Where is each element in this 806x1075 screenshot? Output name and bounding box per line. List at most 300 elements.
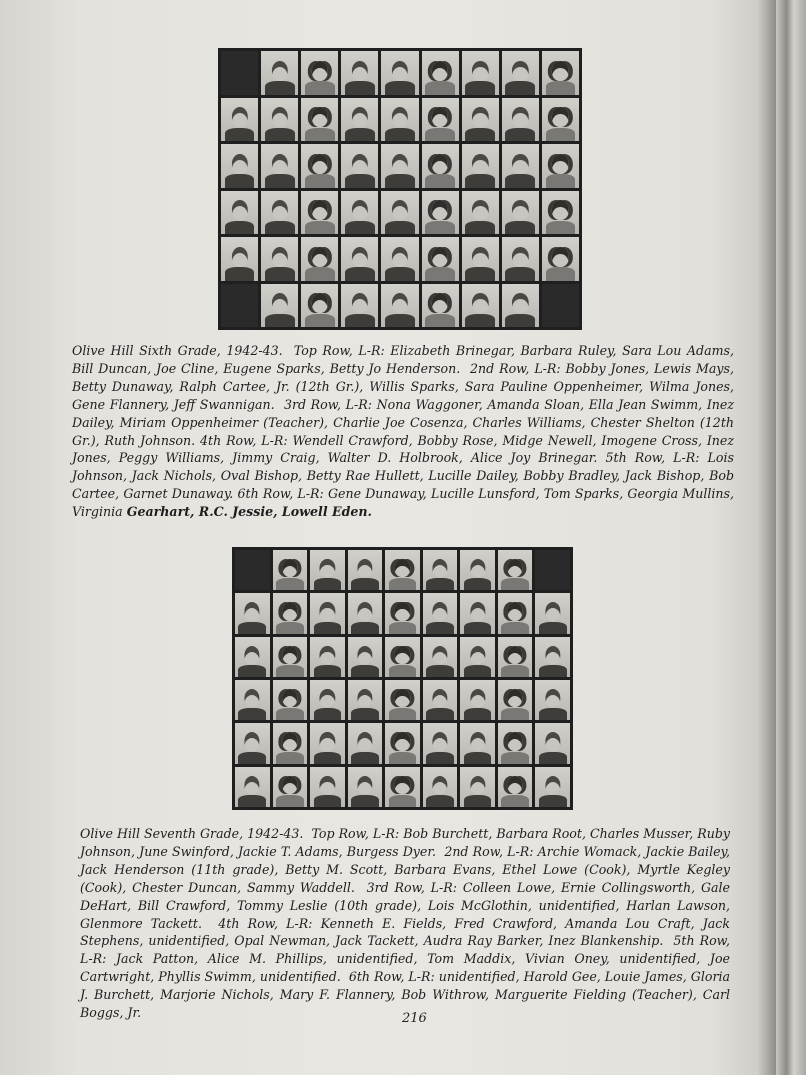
student-portrait	[341, 284, 378, 328]
portrait-torso	[465, 174, 495, 187]
portrait-face	[320, 732, 335, 751]
portrait-face	[470, 602, 485, 621]
portrait-torso	[225, 267, 255, 280]
student-portrait	[348, 593, 383, 633]
student-portrait	[341, 98, 378, 142]
portrait-torso	[385, 81, 415, 94]
caption-row-4: 4th Row, L-R: Wendell Crawford, Bobby Rose, Midge Newell, Imogene Cross, Inez Jones, Peggy Williams, Jimmy Craig, Walter D. Holbrook, Alice Joy Brinegar.	[72, 432, 734, 466]
photo-blank-cell	[235, 550, 270, 590]
sixth-grade-caption	[72, 342, 734, 521]
portrait-torso	[385, 314, 415, 327]
student-portrait	[460, 593, 495, 633]
student-portrait	[498, 680, 533, 720]
student-portrait	[235, 593, 270, 633]
portrait-torso	[464, 622, 492, 634]
portrait-face	[508, 646, 523, 665]
portrait-face	[352, 154, 368, 174]
portrait-torso	[351, 708, 379, 720]
student-portrait	[423, 637, 458, 677]
student-portrait	[535, 680, 570, 720]
student-portrait	[423, 680, 458, 720]
portrait-torso	[505, 174, 535, 187]
student-portrait	[462, 191, 499, 235]
student-portrait	[273, 593, 308, 633]
portrait-torso	[305, 128, 335, 141]
student-portrait	[235, 637, 270, 677]
portrait-face	[472, 247, 488, 267]
portrait-face	[508, 689, 523, 708]
student-portrait	[301, 144, 338, 188]
portrait-face	[357, 646, 372, 665]
student-portrait	[462, 98, 499, 142]
portrait-face	[245, 602, 260, 621]
student-portrait	[310, 767, 345, 807]
portrait-torso	[314, 578, 342, 590]
portrait-face	[245, 689, 260, 708]
portrait-torso	[389, 795, 417, 807]
portrait-torso	[265, 128, 295, 141]
portrait-face	[512, 61, 528, 81]
seventh-grade-photo-composite	[232, 547, 573, 810]
portrait-torso	[345, 267, 375, 280]
portrait-face	[545, 602, 560, 621]
portrait-face	[312, 247, 328, 267]
student-portrait	[273, 680, 308, 720]
portrait-face	[432, 559, 447, 578]
portrait-torso	[238, 622, 266, 634]
portrait-face	[470, 776, 485, 795]
student-portrait	[422, 144, 459, 188]
student-portrait	[301, 237, 338, 281]
portrait-torso	[385, 267, 415, 280]
portrait-face	[357, 776, 372, 795]
caption-title: Olive Hill Seventh Grade, 1942-43.	[80, 826, 304, 841]
student-portrait	[348, 680, 383, 720]
student-portrait	[385, 767, 420, 807]
portrait-face	[395, 776, 410, 795]
portrait-torso	[305, 81, 335, 94]
student-portrait	[535, 723, 570, 763]
portrait-face	[512, 293, 528, 313]
portrait-face	[392, 247, 408, 267]
portrait-torso	[546, 81, 576, 94]
student-portrait	[462, 51, 499, 95]
portrait-torso	[539, 708, 567, 720]
portrait-torso	[276, 622, 304, 634]
portrait-face	[392, 293, 408, 313]
sixth-grade-photo-composite	[218, 48, 582, 330]
photo-blank-cell	[221, 284, 258, 328]
portrait-torso	[389, 622, 417, 634]
student-portrait	[273, 550, 308, 590]
portrait-torso	[426, 578, 454, 590]
portrait-torso	[546, 267, 576, 280]
portrait-face	[282, 559, 297, 578]
portrait-face	[320, 646, 335, 665]
student-portrait	[385, 637, 420, 677]
portrait-torso	[265, 221, 295, 234]
student-portrait	[273, 767, 308, 807]
portrait-torso	[505, 128, 535, 141]
student-portrait	[422, 284, 459, 328]
student-portrait	[348, 550, 383, 590]
portrait-torso	[265, 267, 295, 280]
portrait-face	[245, 646, 260, 665]
portrait-torso	[345, 174, 375, 187]
student-portrait	[422, 237, 459, 281]
portrait-torso	[265, 314, 295, 327]
student-portrait	[422, 98, 459, 142]
portrait-face	[395, 646, 410, 665]
portrait-face	[472, 200, 488, 220]
student-portrait	[381, 237, 418, 281]
portrait-torso	[314, 622, 342, 634]
portrait-face	[395, 689, 410, 708]
student-portrait	[423, 723, 458, 763]
student-portrait	[535, 767, 570, 807]
student-portrait	[462, 144, 499, 188]
student-portrait	[502, 191, 539, 235]
portrait-face	[552, 107, 568, 127]
portrait-face	[545, 646, 560, 665]
portrait-torso	[345, 314, 375, 327]
portrait-face	[472, 61, 488, 81]
portrait-torso	[546, 221, 576, 234]
student-portrait	[460, 637, 495, 677]
book-spine	[776, 0, 806, 1075]
portrait-torso	[426, 795, 454, 807]
student-portrait	[235, 723, 270, 763]
portrait-torso	[425, 174, 455, 187]
student-portrait	[221, 191, 258, 235]
portrait-torso	[425, 81, 455, 94]
portrait-torso	[465, 314, 495, 327]
portrait-torso	[225, 221, 255, 234]
portrait-torso	[238, 665, 266, 677]
student-portrait	[261, 144, 298, 188]
portrait-face	[312, 293, 328, 313]
portrait-torso	[314, 752, 342, 764]
caption-row-1: Top Row, L-R: Bob Burchett, Barbara Root, Charles Musser, Ruby Johnson, June Swinford, Jackie T. Adams, Burgess Dyer.	[80, 826, 730, 859]
portrait-torso	[501, 708, 529, 720]
portrait-face	[470, 559, 485, 578]
portrait-torso	[426, 708, 454, 720]
student-portrait	[542, 191, 579, 235]
student-portrait	[535, 637, 570, 677]
student-portrait	[221, 237, 258, 281]
portrait-face	[312, 107, 328, 127]
portrait-face	[312, 154, 328, 174]
portrait-face	[245, 732, 260, 751]
portrait-torso	[265, 81, 295, 94]
portrait-face	[432, 154, 448, 174]
portrait-torso	[225, 174, 255, 187]
caption-row-2: 2nd Row, L-R: Archie Womack, Jackie Bailey, Jack Henderson (11th grade), Betty M. Scott, Barbara Evans, Ethel Lowe (Cook), Myrtle Kegley (Cook), Chester Duncan, Sammy Waddell.	[80, 843, 731, 895]
student-portrait	[542, 98, 579, 142]
portrait-face	[312, 200, 328, 220]
student-portrait	[348, 637, 383, 677]
portrait-torso	[501, 795, 529, 807]
student-portrait	[341, 191, 378, 235]
portrait-face	[357, 689, 372, 708]
student-portrait	[460, 680, 495, 720]
portrait-face	[508, 776, 523, 795]
portrait-face	[231, 107, 247, 127]
portrait-torso	[501, 578, 529, 590]
portrait-face	[552, 200, 568, 220]
student-portrait	[221, 144, 258, 188]
caption-row-5: 5th Row, L-R: Lois Johnson, Jack Nichols, Oval Bishop, Betty Rae Hullett, Lucille Dailey, Bobby Bradley, Jack Bishop, Bob Cartee, Garnet Dunaway.	[72, 450, 734, 502]
caption-row-2: 2nd Row, L-R: Bobby Jones, Lewis Mays, Betty Dunaway, Ralph Cartee, Jr. (12th Gr.), Willis Sparks, Sara Pauline Oppenheimer, Wilma Jones, Gene Flannery, Jeff Swannigan.	[72, 360, 734, 412]
student-portrait	[460, 550, 495, 590]
student-portrait	[381, 191, 418, 235]
student-portrait	[273, 723, 308, 763]
portrait-face	[392, 61, 408, 81]
portrait-torso	[426, 622, 454, 634]
portrait-face	[282, 602, 297, 621]
student-portrait	[422, 191, 459, 235]
portrait-face	[271, 154, 287, 174]
student-portrait	[422, 51, 459, 95]
portrait-torso	[305, 221, 335, 234]
portrait-torso	[238, 795, 266, 807]
portrait-face	[282, 732, 297, 751]
portrait-torso	[385, 221, 415, 234]
page-number: 216	[402, 1011, 427, 1026]
portrait-torso	[539, 795, 567, 807]
portrait-torso	[464, 665, 492, 677]
portrait-face	[432, 776, 447, 795]
portrait-torso	[389, 665, 417, 677]
student-portrait	[301, 98, 338, 142]
portrait-torso	[464, 795, 492, 807]
student-portrait	[498, 767, 533, 807]
portrait-face	[245, 776, 260, 795]
caption-row-3: 3rd Row, L-R: Nona Waggoner, Amanda Sloan, Ella Jean Swimm, Inez Dailey, Miriam Oppenheimer (Teacher), Charlie Joe Cosenza, Charles Williams, Chester Shelton (12th Gr.), Ruth Johnson.	[72, 396, 734, 448]
portrait-torso	[505, 221, 535, 234]
portrait-face	[357, 559, 372, 578]
student-portrait	[498, 723, 533, 763]
portrait-torso	[539, 665, 567, 677]
portrait-face	[352, 61, 368, 81]
portrait-torso	[385, 174, 415, 187]
portrait-torso	[265, 174, 295, 187]
student-portrait	[235, 767, 270, 807]
portrait-face	[545, 776, 560, 795]
portrait-torso	[351, 665, 379, 677]
student-portrait	[301, 284, 338, 328]
portrait-torso	[501, 665, 529, 677]
portrait-torso	[351, 578, 379, 590]
student-portrait	[381, 51, 418, 95]
portrait-torso	[389, 752, 417, 764]
portrait-face	[271, 107, 287, 127]
student-portrait	[462, 237, 499, 281]
student-portrait	[310, 680, 345, 720]
student-portrait	[301, 51, 338, 95]
portrait-torso	[305, 174, 335, 187]
student-portrait	[462, 284, 499, 328]
student-portrait	[498, 637, 533, 677]
portrait-face	[357, 602, 372, 621]
student-portrait	[542, 51, 579, 95]
portrait-face	[545, 732, 560, 751]
portrait-face	[432, 247, 448, 267]
portrait-torso	[305, 314, 335, 327]
student-portrait	[381, 284, 418, 328]
portrait-torso	[505, 81, 535, 94]
portrait-torso	[546, 128, 576, 141]
portrait-torso	[425, 267, 455, 280]
portrait-torso	[351, 622, 379, 634]
portrait-face	[432, 646, 447, 665]
portrait-face	[432, 689, 447, 708]
portrait-torso	[389, 578, 417, 590]
portrait-torso	[314, 665, 342, 677]
portrait-torso	[505, 314, 535, 327]
student-portrait	[273, 637, 308, 677]
portrait-torso	[425, 128, 455, 141]
portrait-face	[357, 732, 372, 751]
student-portrait	[261, 191, 298, 235]
student-portrait	[235, 680, 270, 720]
student-portrait	[502, 237, 539, 281]
student-portrait	[341, 237, 378, 281]
portrait-torso	[425, 221, 455, 234]
student-portrait	[423, 593, 458, 633]
portrait-torso	[305, 267, 335, 280]
portrait-face	[552, 247, 568, 267]
portrait-face	[352, 247, 368, 267]
portrait-torso	[238, 752, 266, 764]
portrait-face	[271, 61, 287, 81]
student-portrait	[301, 191, 338, 235]
portrait-face	[231, 247, 247, 267]
portrait-face	[320, 776, 335, 795]
student-portrait	[385, 680, 420, 720]
student-portrait	[261, 284, 298, 328]
portrait-face	[312, 61, 328, 81]
portrait-face	[508, 559, 523, 578]
portrait-torso	[501, 622, 529, 634]
portrait-torso	[276, 665, 304, 677]
portrait-torso	[385, 128, 415, 141]
caption-row-4: 4th Row, L-R: Kenneth E. Fields, Fred Crawford, Amanda Lou Craft, Jack Stephens, unidentified, Opal Newman, Jack Tackett, Audra Ray Barker, Inez Blankenship.	[80, 915, 730, 949]
portrait-torso	[539, 752, 567, 764]
portrait-face	[432, 602, 447, 621]
portrait-face	[395, 559, 410, 578]
student-portrait	[498, 593, 533, 633]
student-portrait	[498, 550, 533, 590]
portrait-face	[271, 293, 287, 313]
portrait-face	[472, 154, 488, 174]
portrait-face	[432, 200, 448, 220]
student-portrait	[381, 98, 418, 142]
portrait-torso	[276, 578, 304, 590]
portrait-torso	[426, 752, 454, 764]
portrait-torso	[345, 81, 375, 94]
portrait-face	[432, 61, 448, 81]
student-portrait	[261, 51, 298, 95]
portrait-torso	[501, 752, 529, 764]
portrait-face	[508, 732, 523, 751]
portrait-torso	[351, 752, 379, 764]
portrait-face	[508, 602, 523, 621]
portrait-torso	[314, 708, 342, 720]
caption-row-3: 3rd Row, L-R: Colleen Lowe, Ernie Collingsworth, Gale DeHart, Bill Crawford, Tommy Leslie (10th grade), Lois McGlothin, unidentified, Harlan Lawson, Glenmore Tackett.	[80, 879, 730, 931]
portrait-torso	[465, 221, 495, 234]
portrait-face	[231, 200, 247, 220]
student-portrait	[341, 51, 378, 95]
caption-row-5: 5th Row, L-R: Jack Patton, Alice M. Phillips, unidentified, Tom Maddix, Vivian Oney, unidentified, Joe Cartwright, Phyllis Swimm, unidentified.	[80, 933, 730, 985]
portrait-face	[320, 559, 335, 578]
portrait-face	[470, 646, 485, 665]
student-portrait	[348, 767, 383, 807]
portrait-face	[552, 154, 568, 174]
portrait-face	[392, 154, 408, 174]
portrait-torso	[276, 708, 304, 720]
portrait-face	[545, 689, 560, 708]
portrait-face	[512, 154, 528, 174]
portrait-torso	[276, 752, 304, 764]
portrait-torso	[276, 795, 304, 807]
student-portrait	[502, 98, 539, 142]
portrait-torso	[539, 622, 567, 634]
student-portrait	[542, 237, 579, 281]
portrait-face	[472, 293, 488, 313]
student-portrait	[261, 237, 298, 281]
portrait-face	[432, 107, 448, 127]
portrait-torso	[505, 267, 535, 280]
portrait-torso	[345, 128, 375, 141]
student-portrait	[502, 51, 539, 95]
student-portrait	[381, 144, 418, 188]
portrait-face	[352, 200, 368, 220]
photo-blank-cell	[535, 550, 570, 590]
student-portrait	[535, 593, 570, 633]
portrait-face	[472, 107, 488, 127]
portrait-face	[470, 732, 485, 751]
portrait-face	[392, 200, 408, 220]
portrait-face	[432, 293, 448, 313]
portrait-torso	[345, 221, 375, 234]
student-portrait	[310, 637, 345, 677]
photo-blank-cell	[221, 51, 258, 95]
portrait-torso	[465, 81, 495, 94]
seventh-grade-caption	[80, 825, 730, 1022]
portrait-face	[231, 154, 247, 174]
caption-row-6-bold: Gearhart, R.C. Jessie, Lowell Eden.	[126, 504, 372, 520]
portrait-torso	[225, 128, 255, 141]
student-portrait	[341, 144, 378, 188]
portrait-torso	[465, 128, 495, 141]
portrait-face	[271, 200, 287, 220]
student-portrait	[310, 593, 345, 633]
student-portrait	[261, 98, 298, 142]
caption-title: Olive Hill Sixth Grade, 1942-43.	[72, 343, 283, 358]
portrait-face	[282, 689, 297, 708]
portrait-face	[395, 602, 410, 621]
portrait-torso	[314, 795, 342, 807]
caption-row-1: Top Row, L-R: Elizabeth Brinegar, Barbara Ruley, Sara Lou Adams, Bill Duncan, Joe Cline, Eugene Sparks, Betty Jo Henderson.	[72, 343, 734, 376]
portrait-face	[320, 689, 335, 708]
portrait-torso	[389, 708, 417, 720]
student-portrait	[348, 723, 383, 763]
portrait-face	[320, 602, 335, 621]
student-portrait	[502, 284, 539, 328]
student-portrait	[385, 723, 420, 763]
portrait-face	[512, 107, 528, 127]
